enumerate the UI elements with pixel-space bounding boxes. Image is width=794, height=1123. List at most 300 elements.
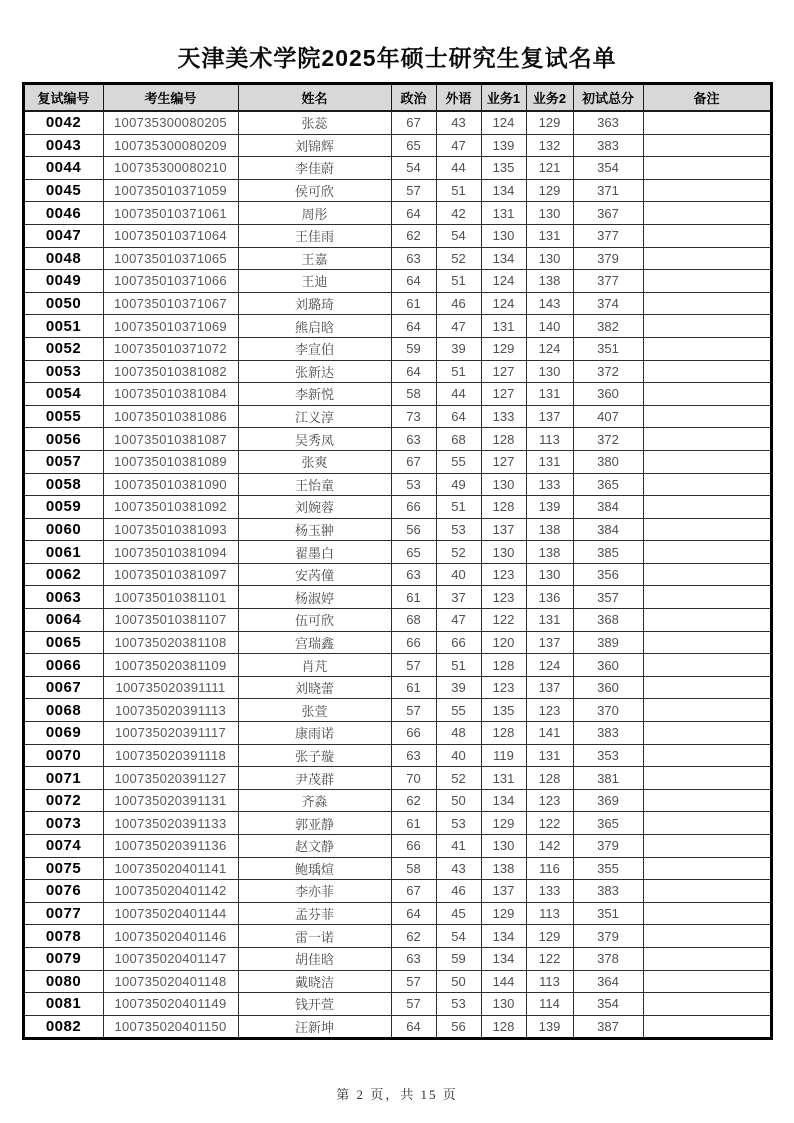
column-header-politics-score: 政治 (391, 84, 436, 112)
table-row (23, 563, 771, 586)
total-score: 382 (573, 315, 643, 338)
table-row (23, 179, 771, 202)
retest-number: 0066 (23, 654, 103, 677)
candidate-number: 100735010381107 (103, 609, 238, 632)
table-row (23, 1015, 771, 1039)
retest-number: 0077 (23, 902, 103, 925)
business2-score: 113 (526, 970, 573, 993)
retest-number: 0046 (23, 202, 103, 225)
candidate-name: 李新悦 (238, 383, 391, 406)
remarks (643, 292, 771, 315)
business2-score: 133 (526, 473, 573, 496)
candidate-number: 100735010371064 (103, 224, 238, 247)
business1-score: 127 (481, 360, 526, 383)
business1-score: 130 (481, 835, 526, 858)
candidate-name: 杨淑婷 (238, 586, 391, 609)
retest-number: 0080 (23, 970, 103, 993)
candidate-number: 100735020391136 (103, 835, 238, 858)
candidate-number: 100735010381089 (103, 450, 238, 473)
total-score: 383 (573, 880, 643, 903)
table-row (23, 835, 771, 858)
retest-number: 0047 (23, 224, 103, 247)
candidate-table (22, 82, 773, 1040)
business2-score: 122 (526, 947, 573, 970)
business1-score: 127 (481, 450, 526, 473)
table-row (23, 292, 771, 315)
total-score: 377 (573, 270, 643, 293)
candidate-name: 汪新坤 (238, 1015, 391, 1039)
candidate-number: 100735010381093 (103, 518, 238, 541)
business1-score: 134 (481, 947, 526, 970)
business2-score: 137 (526, 405, 573, 428)
business2-score: 113 (526, 428, 573, 451)
candidate-number: 100735010381097 (103, 563, 238, 586)
foreign-language-score: 54 (436, 925, 481, 948)
business2-score: 123 (526, 699, 573, 722)
business1-score: 135 (481, 699, 526, 722)
total-score: 384 (573, 496, 643, 519)
candidate-name: 李佳蔚 (238, 157, 391, 180)
politics-score: 64 (391, 270, 436, 293)
retest-number: 0045 (23, 179, 103, 202)
business1-score: 134 (481, 179, 526, 202)
business1-score: 123 (481, 586, 526, 609)
politics-score: 65 (391, 134, 436, 157)
candidate-name: 李亦菲 (238, 880, 391, 903)
candidate-name: 刘璐琦 (238, 292, 391, 315)
business2-score: 113 (526, 902, 573, 925)
retest-number: 0074 (23, 835, 103, 858)
column-header-retest-number: 复试编号 (23, 84, 103, 112)
table-row (23, 247, 771, 270)
foreign-language-score: 50 (436, 970, 481, 993)
candidate-number: 100735020391111 (103, 676, 238, 699)
total-score: 379 (573, 835, 643, 858)
politics-score: 64 (391, 360, 436, 383)
remarks (643, 224, 771, 247)
candidate-number: 100735020401148 (103, 970, 238, 993)
politics-score: 67 (391, 111, 436, 134)
business1-score: 139 (481, 134, 526, 157)
remarks (643, 789, 771, 812)
remarks (643, 993, 771, 1016)
politics-score: 57 (391, 970, 436, 993)
politics-score: 68 (391, 609, 436, 632)
table-row (23, 722, 771, 745)
politics-score: 66 (391, 631, 436, 654)
foreign-language-score: 40 (436, 563, 481, 586)
candidate-number: 100735010381092 (103, 496, 238, 519)
table-row (23, 111, 771, 134)
politics-score: 54 (391, 157, 436, 180)
politics-score: 61 (391, 676, 436, 699)
business2-score: 129 (526, 925, 573, 948)
total-score: 372 (573, 360, 643, 383)
business1-score: 128 (481, 496, 526, 519)
table-body (23, 111, 771, 1039)
remarks (643, 654, 771, 677)
politics-score: 63 (391, 428, 436, 451)
candidate-number: 100735020391131 (103, 789, 238, 812)
business1-score: 137 (481, 880, 526, 903)
table-row (23, 405, 771, 428)
total-score: 383 (573, 134, 643, 157)
politics-score: 58 (391, 383, 436, 406)
candidate-number: 100735300080205 (103, 111, 238, 134)
remarks (643, 473, 771, 496)
remarks (643, 812, 771, 835)
remarks (643, 383, 771, 406)
candidate-number: 100735020391133 (103, 812, 238, 835)
business1-score: 128 (481, 1015, 526, 1039)
remarks (643, 450, 771, 473)
candidate-number: 100735020391127 (103, 767, 238, 790)
remarks (643, 496, 771, 519)
candidate-name: 吴秀凤 (238, 428, 391, 451)
foreign-language-score: 50 (436, 789, 481, 812)
foreign-language-score: 51 (436, 496, 481, 519)
foreign-language-score: 51 (436, 654, 481, 677)
candidate-name: 胡佳晗 (238, 947, 391, 970)
candidate-name: 郭亚静 (238, 812, 391, 835)
remarks (643, 179, 771, 202)
table-row (23, 947, 771, 970)
total-score: 360 (573, 654, 643, 677)
column-header-remarks: 备注 (643, 84, 771, 112)
retest-number: 0051 (23, 315, 103, 338)
foreign-language-score: 51 (436, 270, 481, 293)
retest-number: 0056 (23, 428, 103, 451)
candidate-name: 侯可欣 (238, 179, 391, 202)
business1-score: 123 (481, 563, 526, 586)
politics-score: 57 (391, 699, 436, 722)
header-row (23, 84, 771, 112)
table-row (23, 224, 771, 247)
retest-number: 0065 (23, 631, 103, 654)
retest-number: 0073 (23, 812, 103, 835)
business1-score: 131 (481, 315, 526, 338)
foreign-language-score: 44 (436, 157, 481, 180)
foreign-language-score: 55 (436, 450, 481, 473)
total-score: 360 (573, 676, 643, 699)
retest-number: 0082 (23, 1015, 103, 1039)
column-header-business2-score: 业务2 (526, 84, 573, 112)
candidate-number: 100735020401141 (103, 857, 238, 880)
table-row (23, 609, 771, 632)
retest-number: 0076 (23, 880, 103, 903)
total-score: 387 (573, 1015, 643, 1039)
foreign-language-score: 43 (436, 857, 481, 880)
candidate-name: 孟芬菲 (238, 902, 391, 925)
table-row (23, 496, 771, 519)
foreign-language-score: 47 (436, 134, 481, 157)
candidate-name: 杨玉翀 (238, 518, 391, 541)
business1-score: 144 (481, 970, 526, 993)
foreign-language-score: 53 (436, 812, 481, 835)
remarks (643, 134, 771, 157)
candidate-number: 100735010371072 (103, 337, 238, 360)
remarks (643, 699, 771, 722)
foreign-language-score: 52 (436, 541, 481, 564)
candidate-name: 刘婉蓉 (238, 496, 391, 519)
total-score: 355 (573, 857, 643, 880)
business2-score: 132 (526, 134, 573, 157)
total-score: 377 (573, 224, 643, 247)
retest-number: 0060 (23, 518, 103, 541)
remarks (643, 744, 771, 767)
candidate-number: 100735010371066 (103, 270, 238, 293)
candidate-name: 康雨诺 (238, 722, 391, 745)
business1-score: 130 (481, 473, 526, 496)
politics-score: 61 (391, 292, 436, 315)
retest-number: 0053 (23, 360, 103, 383)
business2-score: 140 (526, 315, 573, 338)
politics-score: 62 (391, 224, 436, 247)
table-row (23, 315, 771, 338)
candidate-number: 100735300080210 (103, 157, 238, 180)
business1-score: 133 (481, 405, 526, 428)
candidate-number: 100735010381084 (103, 383, 238, 406)
business1-score: 137 (481, 518, 526, 541)
remarks (643, 405, 771, 428)
candidate-number: 100735020401147 (103, 947, 238, 970)
table-row (23, 337, 771, 360)
business2-score: 129 (526, 179, 573, 202)
column-header-candidate-number: 考生编号 (103, 84, 238, 112)
business1-score: 128 (481, 428, 526, 451)
candidate-name: 戴晓洁 (238, 970, 391, 993)
retest-number: 0063 (23, 586, 103, 609)
total-score: 363 (573, 111, 643, 134)
candidate-number: 100735010371059 (103, 179, 238, 202)
business1-score: 131 (481, 202, 526, 225)
table-row (23, 360, 771, 383)
business1-score: 124 (481, 292, 526, 315)
remarks (643, 857, 771, 880)
politics-score: 63 (391, 247, 436, 270)
candidate-number: 100735010381094 (103, 541, 238, 564)
politics-score: 66 (391, 722, 436, 745)
page-title: 天津美术学院2025年硕士研究生复试名单 (177, 45, 617, 71)
business2-score: 133 (526, 880, 573, 903)
business2-score: 121 (526, 157, 573, 180)
remarks (643, 767, 771, 790)
table-row (23, 157, 771, 180)
business2-score: 141 (526, 722, 573, 745)
candidate-name: 刘晓蕾 (238, 676, 391, 699)
remarks (643, 970, 771, 993)
remarks (643, 902, 771, 925)
foreign-language-score: 39 (436, 337, 481, 360)
remarks (643, 247, 771, 270)
candidate-name: 肖芃 (238, 654, 391, 677)
table-row (23, 450, 771, 473)
business1-score: 135 (481, 157, 526, 180)
business1-score: 129 (481, 812, 526, 835)
candidate-name: 刘锦辉 (238, 134, 391, 157)
politics-score: 63 (391, 744, 436, 767)
candidate-name: 宫瑞鑫 (238, 631, 391, 654)
remarks (643, 315, 771, 338)
table-row (23, 857, 771, 880)
total-score: 384 (573, 518, 643, 541)
business2-score: 130 (526, 247, 573, 270)
business2-score: 124 (526, 654, 573, 677)
remarks (643, 202, 771, 225)
business2-score: 138 (526, 541, 573, 564)
business1-score: 122 (481, 609, 526, 632)
business1-score: 130 (481, 541, 526, 564)
foreign-language-score: 46 (436, 880, 481, 903)
business2-score: 124 (526, 337, 573, 360)
retest-number: 0049 (23, 270, 103, 293)
retest-number: 0069 (23, 722, 103, 745)
candidate-name: 周彤 (238, 202, 391, 225)
retest-number: 0062 (23, 563, 103, 586)
business1-score: 123 (481, 676, 526, 699)
candidate-name: 赵文静 (238, 835, 391, 858)
total-score: 351 (573, 337, 643, 360)
foreign-language-score: 51 (436, 360, 481, 383)
foreign-language-score: 54 (436, 224, 481, 247)
politics-score: 58 (391, 857, 436, 880)
foreign-language-score: 43 (436, 111, 481, 134)
politics-score: 57 (391, 993, 436, 1016)
foreign-language-score: 46 (436, 292, 481, 315)
remarks (643, 676, 771, 699)
remarks (643, 337, 771, 360)
business1-score: 127 (481, 383, 526, 406)
business2-score: 122 (526, 812, 573, 835)
candidate-number: 100735020401150 (103, 1015, 238, 1039)
foreign-language-score: 47 (436, 315, 481, 338)
table-row (23, 925, 771, 948)
column-header-total-score: 初试总分 (573, 84, 643, 112)
business1-score: 120 (481, 631, 526, 654)
total-score: 383 (573, 722, 643, 745)
retest-number: 0057 (23, 450, 103, 473)
business1-score: 134 (481, 789, 526, 812)
retest-number: 0081 (23, 993, 103, 1016)
business2-score: 143 (526, 292, 573, 315)
column-header-business1-score: 业务1 (481, 84, 526, 112)
politics-score: 56 (391, 518, 436, 541)
total-score: 354 (573, 157, 643, 180)
total-score: 381 (573, 767, 643, 790)
total-score: 356 (573, 563, 643, 586)
business1-score: 134 (481, 925, 526, 948)
remarks (643, 947, 771, 970)
business1-score: 130 (481, 993, 526, 1016)
remarks (643, 631, 771, 654)
foreign-language-score: 55 (436, 699, 481, 722)
foreign-language-score: 64 (436, 405, 481, 428)
business2-score: 130 (526, 202, 573, 225)
politics-score: 65 (391, 541, 436, 564)
candidate-number: 100735020391118 (103, 744, 238, 767)
table-row (23, 383, 771, 406)
candidate-name: 张新达 (238, 360, 391, 383)
candidate-name: 伍可欣 (238, 609, 391, 632)
politics-score: 62 (391, 789, 436, 812)
business2-score: 131 (526, 383, 573, 406)
candidate-number: 100735020391113 (103, 699, 238, 722)
business1-score: 129 (481, 337, 526, 360)
retest-number: 0075 (23, 857, 103, 880)
foreign-language-score: 41 (436, 835, 481, 858)
business2-score: 137 (526, 631, 573, 654)
remarks (643, 360, 771, 383)
business2-score: 138 (526, 270, 573, 293)
total-score: 353 (573, 744, 643, 767)
candidate-name: 尹茂群 (238, 767, 391, 790)
politics-score: 64 (391, 202, 436, 225)
total-score: 365 (573, 812, 643, 835)
business2-score: 116 (526, 857, 573, 880)
table-row (23, 134, 771, 157)
candidate-name: 王嘉 (238, 247, 391, 270)
page-number: 第 2 页，共 15 页 (336, 1087, 458, 1102)
foreign-language-score: 44 (436, 383, 481, 406)
retest-number: 0055 (23, 405, 103, 428)
remarks (643, 428, 771, 451)
retest-number: 0067 (23, 676, 103, 699)
business2-score: 131 (526, 744, 573, 767)
candidate-number: 100735010381090 (103, 473, 238, 496)
politics-score: 64 (391, 1015, 436, 1039)
candidate-number: 100735020401146 (103, 925, 238, 948)
candidate-number: 100735010381082 (103, 360, 238, 383)
remarks (643, 563, 771, 586)
candidate-name: 王迪 (238, 270, 391, 293)
business1-score: 138 (481, 857, 526, 880)
business2-score: 128 (526, 767, 573, 790)
candidate-name: 齐淼 (238, 789, 391, 812)
total-score: 380 (573, 450, 643, 473)
candidate-number: 100735010381101 (103, 586, 238, 609)
candidate-name: 王佳雨 (238, 224, 391, 247)
total-score: 371 (573, 179, 643, 202)
table-row (23, 541, 771, 564)
table-row (23, 993, 771, 1016)
foreign-language-score: 53 (436, 993, 481, 1016)
total-score: 370 (573, 699, 643, 722)
retest-number: 0043 (23, 134, 103, 157)
column-header-candidate-name: 姓名 (238, 84, 391, 112)
business1-score: 119 (481, 744, 526, 767)
foreign-language-score: 40 (436, 744, 481, 767)
politics-score: 67 (391, 880, 436, 903)
business2-score: 131 (526, 450, 573, 473)
total-score: 372 (573, 428, 643, 451)
politics-score: 57 (391, 654, 436, 677)
politics-score: 63 (391, 947, 436, 970)
table-row (23, 518, 771, 541)
politics-score: 66 (391, 496, 436, 519)
column-header-foreign-language-score: 外语 (436, 84, 481, 112)
remarks (643, 541, 771, 564)
business2-score: 131 (526, 224, 573, 247)
candidate-number: 100735020401144 (103, 902, 238, 925)
business1-score: 134 (481, 247, 526, 270)
politics-score: 73 (391, 405, 436, 428)
business2-score: 136 (526, 586, 573, 609)
table-row (23, 654, 771, 677)
politics-score: 66 (391, 835, 436, 858)
table-row (23, 586, 771, 609)
foreign-language-score: 66 (436, 631, 481, 654)
retest-number: 0078 (23, 925, 103, 948)
